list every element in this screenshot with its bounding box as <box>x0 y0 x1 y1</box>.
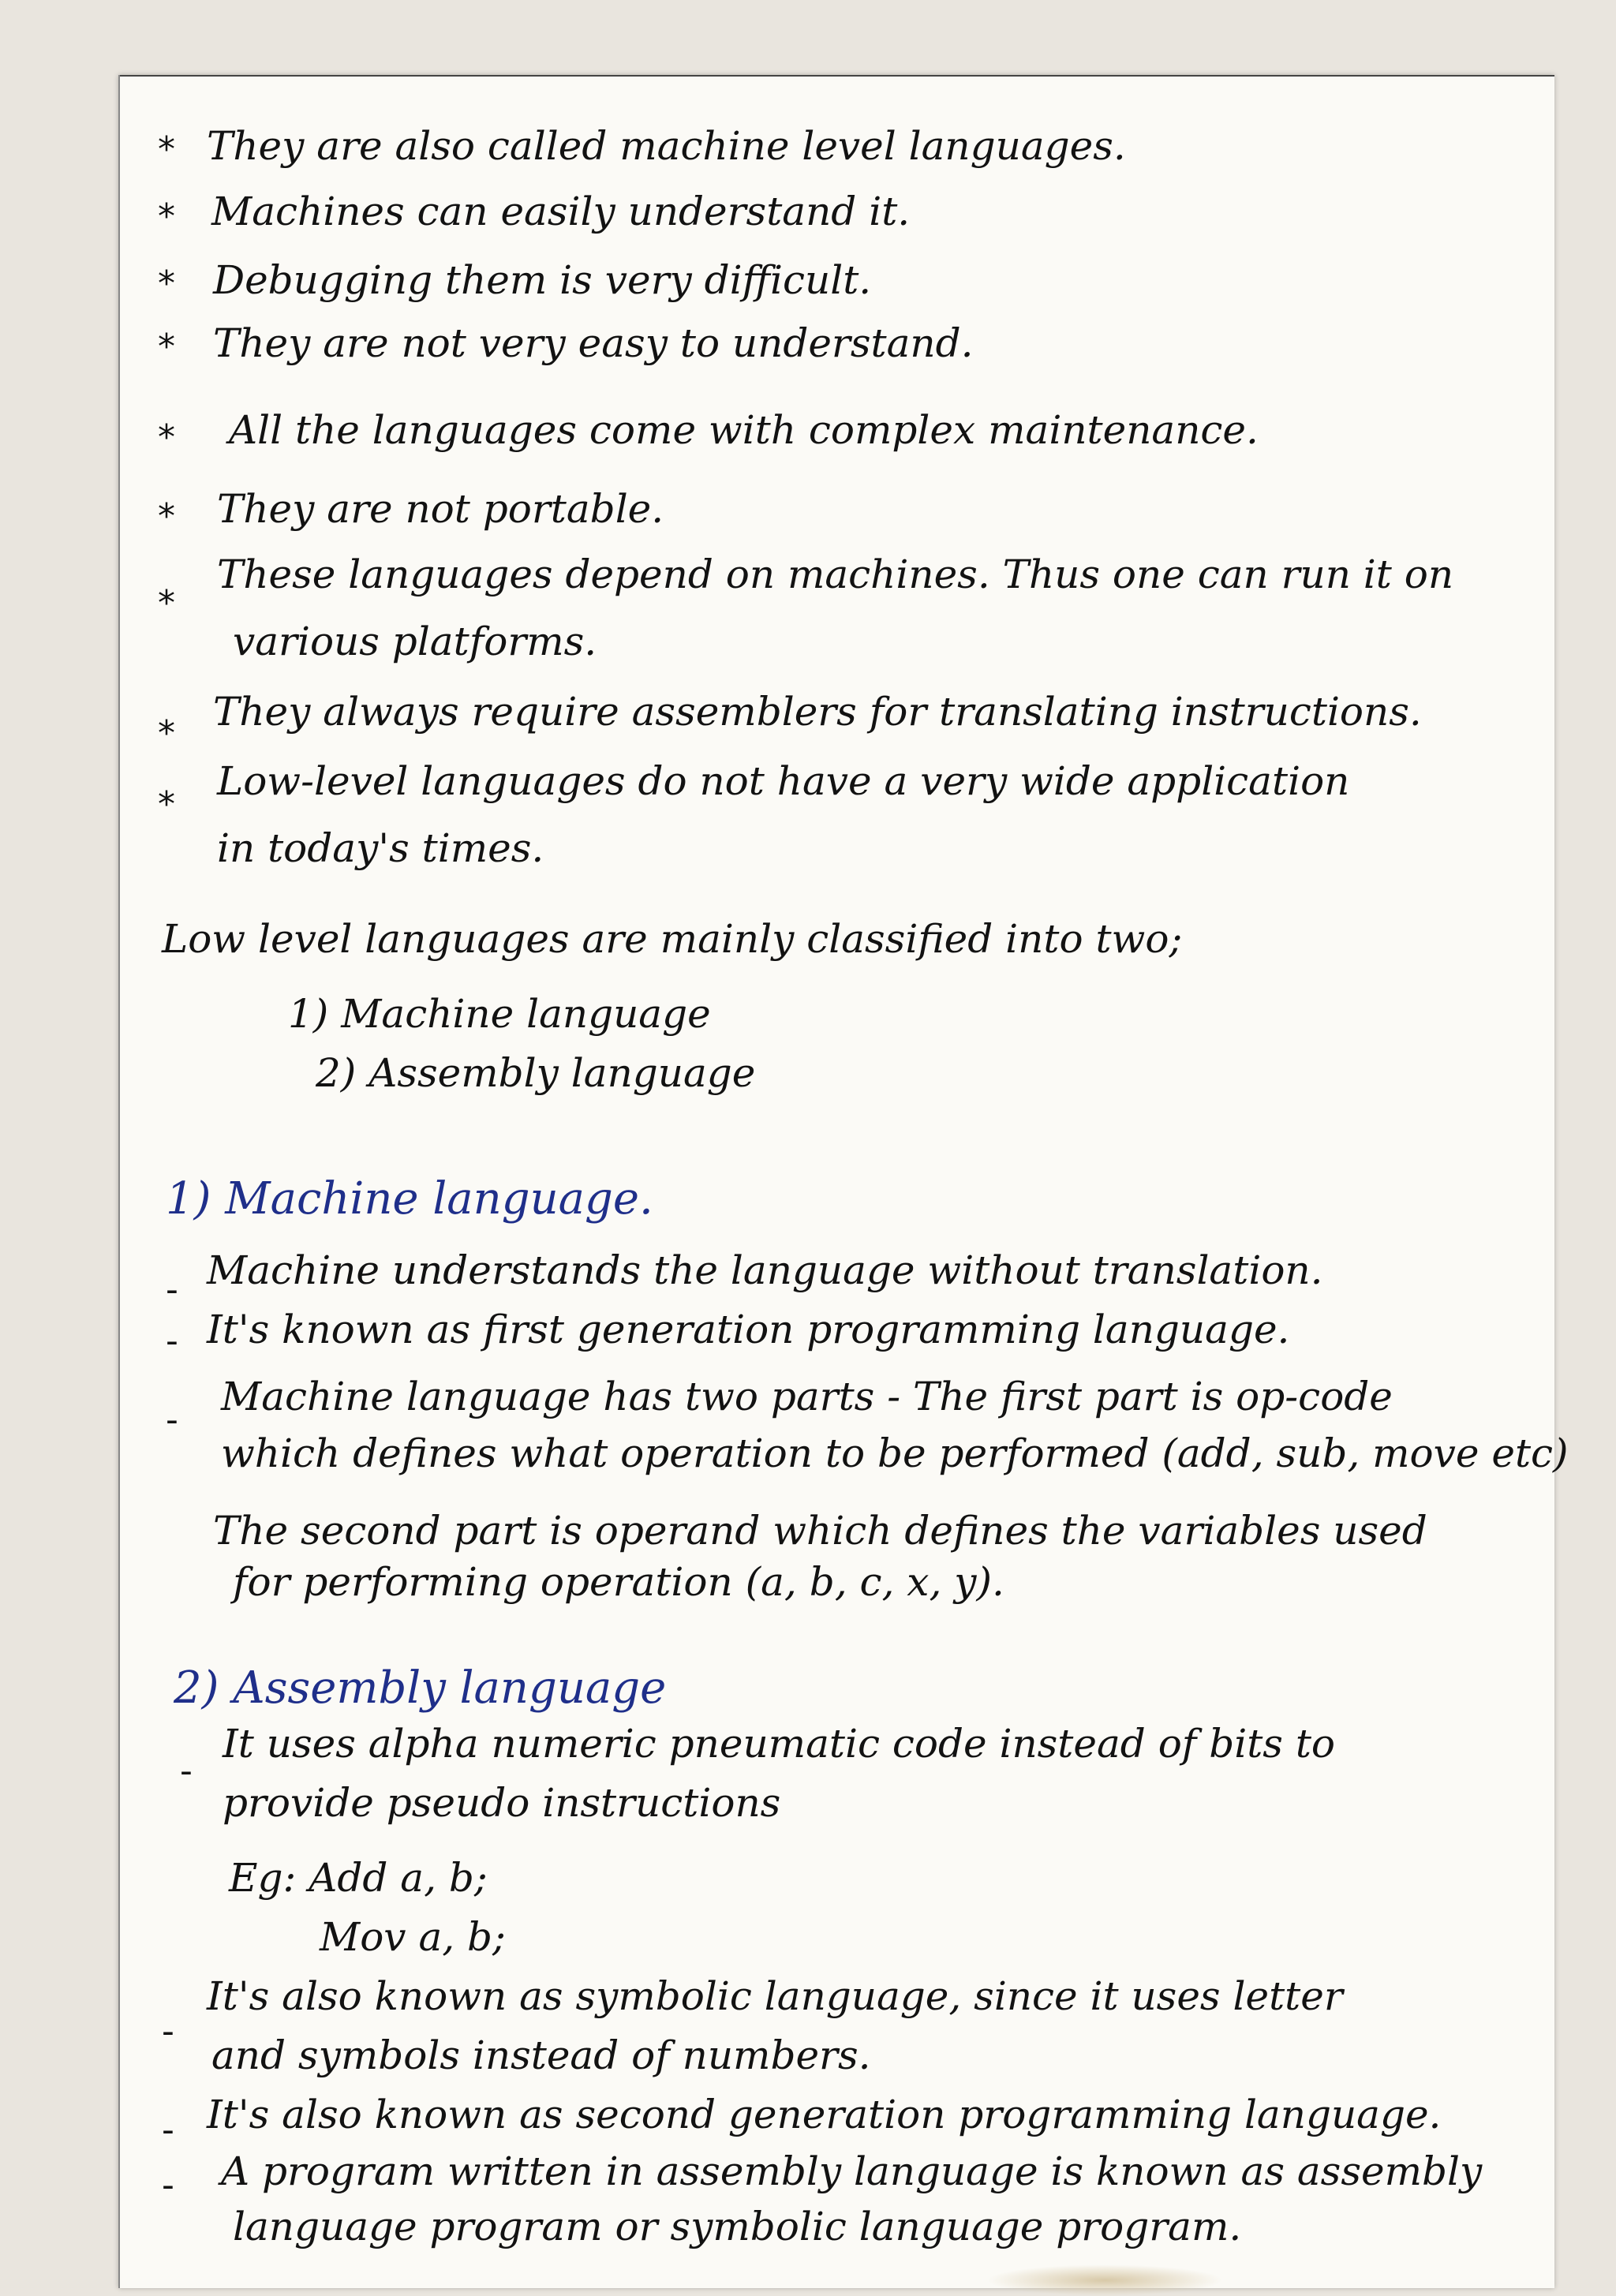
machine-language-point: Machine language has two parts - The first part is op-code <box>221 1374 1393 1419</box>
bullet-text: They are not portable. <box>217 486 664 532</box>
assembly-language-point-continued: language program or symbolic language program. <box>233 2204 1242 2249</box>
bullet-text-continued: in today's times. <box>217 825 544 871</box>
dash-marker: - <box>162 2110 174 2150</box>
machine-language-point: It's known as first generation programming language. <box>207 1307 1290 1352</box>
dash-marker: - <box>166 1321 178 1361</box>
machine-language-point-continued: The second part is operand which defines the variables used <box>213 1508 1427 1554</box>
assembly-language-point-continued: and symbols instead of numbers. <box>211 2032 871 2078</box>
bullet-text: They always require assemblers for translating instructions. <box>213 689 1422 735</box>
bullet-text: Low-level languages do not have a very wide application <box>217 758 1350 804</box>
assembly-language-point: It's also known as symbolic language, since it uses letter <box>207 1973 1343 2019</box>
bullet-marker: * <box>158 583 175 623</box>
classification-intro: Low level languages are mainly classified into two; <box>162 916 1183 962</box>
bullet-text: They are also called machine level languages. <box>207 123 1126 169</box>
bullet-text: They are not very easy to understand. <box>213 320 974 366</box>
bullet-marker: * <box>158 713 175 753</box>
assembly-language-point: It's also known as second generation programming language. <box>207 2092 1442 2137</box>
bullet-marker: * <box>158 129 175 170</box>
bullet-marker: * <box>158 264 175 304</box>
bullet-marker: * <box>158 327 175 367</box>
classification-item: 2) Assembly language <box>316 1050 756 1096</box>
example-code-line: Mov a, b; <box>320 1914 506 1960</box>
assembly-language-point: A program written in assembly language is known as assembly <box>221 2148 1483 2194</box>
paper-stain <box>986 2264 1223 2296</box>
classification-item: 1) Machine language <box>288 991 711 1037</box>
dash-marker: - <box>162 2011 174 2051</box>
bullet-text-continued: various platforms. <box>233 619 597 664</box>
bullet-marker: * <box>158 784 175 825</box>
machine-language-heading: 1) Machine language. <box>166 1173 653 1225</box>
dash-marker: - <box>180 1751 193 1791</box>
assembly-language-point-continued: provide pseudo instructions <box>223 1780 781 1826</box>
bullet-marker: * <box>158 417 175 458</box>
bullet-text: Debugging them is very difficult. <box>213 257 872 303</box>
dash-marker: - <box>166 1400 178 1440</box>
assembly-language-heading: 2) Assembly language <box>174 1662 667 1714</box>
bullet-text: Machines can easily understand it. <box>211 189 911 234</box>
bullet-marker: * <box>158 496 175 537</box>
example-code-line: Eg: Add a, b; <box>229 1855 488 1901</box>
page-margin-line <box>118 75 120 2288</box>
dash-marker: - <box>162 2165 174 2205</box>
machine-language-point-continued: for performing operation (a, b, c, x, y). <box>233 1559 1004 1605</box>
bullet-text: All the languages come with complex maintenance. <box>229 407 1259 453</box>
page-top-rule <box>118 75 1554 77</box>
machine-language-point: Machine understands the language without translation. <box>207 1247 1323 1293</box>
bullet-marker: * <box>158 196 175 237</box>
assembly-language-point: It uses alpha numeric pneumatic code instead of bits to <box>223 1721 1336 1767</box>
machine-language-point-continued: which defines what operation to be performed (add, sub, move etc) <box>221 1430 1569 1476</box>
bullet-text: These languages depend on machines. Thus one can run it on <box>217 552 1454 597</box>
dash-marker: - <box>166 1270 178 1310</box>
